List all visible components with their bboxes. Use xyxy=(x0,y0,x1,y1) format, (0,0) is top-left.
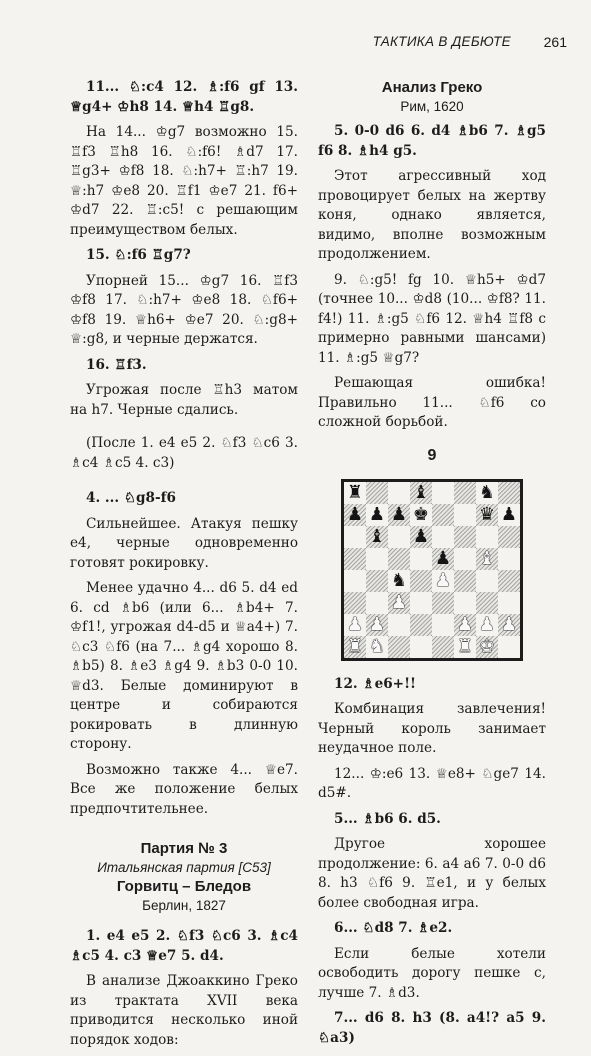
square-f2 xyxy=(454,614,476,636)
white-p-piece-icon: ♟ xyxy=(434,569,452,591)
white-r-piece-icon: ♜ xyxy=(456,635,474,657)
square-e2 xyxy=(432,614,454,636)
square-f7 xyxy=(454,504,476,526)
square-b5 xyxy=(366,548,388,570)
black-r-piece-icon: ♜ xyxy=(346,481,364,503)
square-b7 xyxy=(366,504,388,526)
black-b-piece-icon: ♝ xyxy=(412,481,430,503)
square-a4 xyxy=(344,570,366,592)
analysis-paragraph: Угрожая после ♖h3 матом на h7. Черные сдались. xyxy=(70,382,298,418)
black-q-piece-icon: ♛ xyxy=(478,503,496,525)
square-g8 xyxy=(476,482,498,504)
moves-paragraph: 7... d6 8. h3 (8. a4!? a5 9. ♘a3) xyxy=(318,1010,546,1046)
black-k-piece-icon: ♚ xyxy=(412,503,430,525)
game-players: Горвитц – Бледов xyxy=(116,878,252,895)
square-e1 xyxy=(432,636,454,658)
black-p-piece-icon: ♟ xyxy=(434,547,452,569)
game-opening: Итальянская партия [C53] xyxy=(97,860,271,875)
square-f4 xyxy=(454,570,476,592)
moves-paragraph: 15. ♘:f6 ♖g7? xyxy=(86,247,191,263)
square-e6 xyxy=(432,526,454,548)
game-place: Берлин, 1827 xyxy=(142,898,226,913)
analysis-paragraph: Упорней 15... ♔g7 16. ♖f3 ♔f8 17. ♘:h7+ ♔e8 18. ♘f6+ ♔f8 19. ♕h6+ ♔e7 20. ♘:g8+ ♕:g8, и черные держатся. xyxy=(70,272,298,347)
square-h5 xyxy=(498,548,520,570)
square-f5 xyxy=(454,548,476,570)
white-p-piece-icon: ♟ xyxy=(456,613,474,635)
square-g5 xyxy=(476,548,498,570)
analysis-paragraph: Этот агрессивный ход провоцирует белых на жертву коня, однако является, видимо, вполне возможным продолжением. xyxy=(318,168,546,262)
white-p-piece-icon: ♟ xyxy=(368,613,386,635)
square-a5 xyxy=(344,548,366,570)
analysis-paragraph: В анализе Джоаккино Греко из трактата XVII века приводится несколько иной порядок ходов: xyxy=(70,973,298,1048)
square-g7 xyxy=(476,504,498,526)
square-a8 xyxy=(344,482,366,504)
analysis-title: Анализ Греко xyxy=(381,79,483,96)
black-n-piece-icon: ♞ xyxy=(390,569,408,591)
game-title: Партия № 3 xyxy=(140,840,228,857)
white-b-piece-icon: ♝ xyxy=(478,547,496,569)
square-b3 xyxy=(366,592,388,614)
square-f8 xyxy=(454,482,476,504)
moves-paragraph: 4. ... ♘g8-f6 xyxy=(86,490,176,506)
analysis-paragraph: 9. ♘:g5! fg 10. ♕h5+ ♔d7 (точнее 10... ♔d8 (10... ♔f8? 11. f4!) 11. ♗:g5 ♘f6 12. ♕h4 ♖f8 с примерно равными шансами) 11. ♗:g5 ♕g7? xyxy=(318,271,546,366)
moves-paragraph: 1. e4 e5 2. ♘f3 ♘c6 3. ♗c4 ♗c5 4. c3 ♕e7 5. d4. xyxy=(70,928,298,964)
square-e3 xyxy=(432,592,454,614)
square-g4 xyxy=(476,570,498,592)
square-b4 xyxy=(366,570,388,592)
square-b1 xyxy=(366,636,388,658)
square-a1 xyxy=(344,636,366,658)
square-c4 xyxy=(388,570,410,592)
square-a2 xyxy=(344,614,366,636)
analysis-paragraph: На 14... ♔g7 возможно 15. ♖f3 ♖h8 16. ♘:f6! ♗d7 17. ♖g3+ ♔f8 18. ♘:h7+ ♖:h7 19. ♕:h7 ♔e8 20. ♖f1 ♔e7 21. f6+ ♔d7 22. ♖:c5! с решающим преимуществом белых. xyxy=(70,124,298,238)
square-a3 xyxy=(344,592,366,614)
white-n-piece-icon: ♞ xyxy=(368,635,386,657)
square-c3 xyxy=(388,592,410,614)
square-c7 xyxy=(388,504,410,526)
square-c5 xyxy=(388,548,410,570)
square-h6 xyxy=(498,526,520,548)
square-f1 xyxy=(454,636,476,658)
black-p-piece-icon: ♟ xyxy=(368,503,386,525)
square-b2 xyxy=(366,614,388,636)
left-column xyxy=(70,78,298,1056)
square-e5 xyxy=(432,548,454,570)
square-d8 xyxy=(410,482,432,504)
square-d1 xyxy=(410,636,432,658)
square-h4 xyxy=(498,570,520,592)
square-d5 xyxy=(410,548,432,570)
analysis-paragraph: Решающая ошибка! Правильно 11... ♘f6 со сложной борьбой. xyxy=(318,375,546,430)
square-f3 xyxy=(454,592,476,614)
page-number: 261 xyxy=(543,34,567,50)
right-column xyxy=(318,78,546,1054)
square-c6 xyxy=(388,526,410,548)
square-b6 xyxy=(366,526,388,548)
analysis-paragraph: Возможно также 4... ♕e7. Все же положение белых предпочтительнее. xyxy=(70,761,298,817)
white-p-piece-icon: ♟ xyxy=(390,591,408,613)
moves-paragraph: 5... ♗b6 6. d5. xyxy=(334,810,441,827)
black-p-piece-icon: ♟ xyxy=(346,503,364,525)
square-c2 xyxy=(388,614,410,636)
white-p-piece-icon: ♟ xyxy=(478,613,496,635)
square-d7 xyxy=(410,504,432,526)
square-a6 xyxy=(344,526,366,548)
chess-board xyxy=(341,479,523,661)
black-b-piece-icon: ♝ xyxy=(368,525,386,547)
square-g6 xyxy=(476,526,498,548)
square-e8 xyxy=(432,482,454,504)
black-p-piece-icon: ♟ xyxy=(500,503,518,525)
square-c8 xyxy=(388,482,410,504)
square-b8 xyxy=(366,482,388,504)
analysis-place: Рим, 1620 xyxy=(400,99,464,114)
square-g2 xyxy=(476,614,498,636)
analysis-paragraph: 12... ♔:e6 13. ♕e8+ ♘ge7 14. d5#. xyxy=(318,765,546,801)
analysis-paragraph: Если белые хотели освободить дорогу пешке c, лучше 7. ♗d3. xyxy=(318,945,546,1001)
square-d3 xyxy=(410,592,432,614)
white-p-piece-icon: ♟ xyxy=(500,613,518,635)
moves-paragraph: 6... ♘d8 7. ♗e2. xyxy=(334,920,453,936)
square-h1 xyxy=(498,636,520,658)
square-g1 xyxy=(476,636,498,658)
analysis-paragraph: Другое хорошее продолжение: 6. a4 a6 7. 0-0 d6 8. h3 ♘f6 9. ♖e1, и у белых более свободная игра. xyxy=(318,836,546,911)
running-title: ТАКТИКА В ДЕБЮТЕ xyxy=(372,34,511,49)
square-c1 xyxy=(388,636,410,658)
square-h2 xyxy=(498,614,520,636)
square-d6 xyxy=(410,526,432,548)
black-p-piece-icon: ♟ xyxy=(390,503,408,525)
square-d4 xyxy=(410,570,432,592)
square-e4 xyxy=(432,570,454,592)
square-h3 xyxy=(498,592,520,614)
square-h8 xyxy=(498,482,520,504)
white-p-piece-icon: ♟ xyxy=(346,613,364,635)
white-k-piece-icon: ♚ xyxy=(478,635,496,657)
analysis-paragraph: Менее удачно 4... d6 5. d4 ed 6. cd ♗b6 (или 6... ♗b4+ 7. ♔f1!, угрожая d4-d5 и ♕a4+) 7. ♘c3 ♘f6 (на 7... ♗g4 хорошо 8. ♗b5) 8. ♗e3 ♗g4 9. ♗b3 0-0 10. ♕d3. Белые доминируют в центре и собираются рокировать в длинную сторону. xyxy=(70,580,298,752)
black-n-piece-icon: ♞ xyxy=(478,481,496,503)
moves-paragraph: 5. 0-0 d6 6. d4 ♗b6 7. ♗g5 f6 8. ♗h4 g5. xyxy=(318,123,546,159)
square-e7 xyxy=(432,504,454,526)
square-d2 xyxy=(410,614,432,636)
analysis-paragraph: Комбинация завлечения! Черный король занимает неудачное поле. xyxy=(318,701,546,756)
black-p-piece-icon: ♟ xyxy=(412,525,430,547)
analysis-paragraph: Сильнейшее. Атакуя пешку e4, черные одновременно готовят рокировку. xyxy=(70,515,298,571)
diagram-number: 9 xyxy=(427,446,437,464)
moves-paragraph: 16. ♖f3. xyxy=(86,356,147,373)
page-header xyxy=(0,34,591,54)
moves-paragraph: 12. ♗e6+!! xyxy=(334,675,417,692)
position-note: (После 1. e4 e5 2. ♘f3 ♘c6 3. ♗c4 ♗c5 4. c3) xyxy=(70,435,298,471)
square-f6 xyxy=(454,526,476,548)
moves-paragraph: 11... ♘:c4 12. ♗:f6 gf 13. ♕g4+ ♔h8 14. ♕h4 ♖g8. xyxy=(70,79,298,115)
square-a7 xyxy=(344,504,366,526)
white-r-piece-icon: ♜ xyxy=(346,635,364,657)
chess-diagram xyxy=(318,479,546,661)
square-h7 xyxy=(498,504,520,526)
square-g3 xyxy=(476,592,498,614)
